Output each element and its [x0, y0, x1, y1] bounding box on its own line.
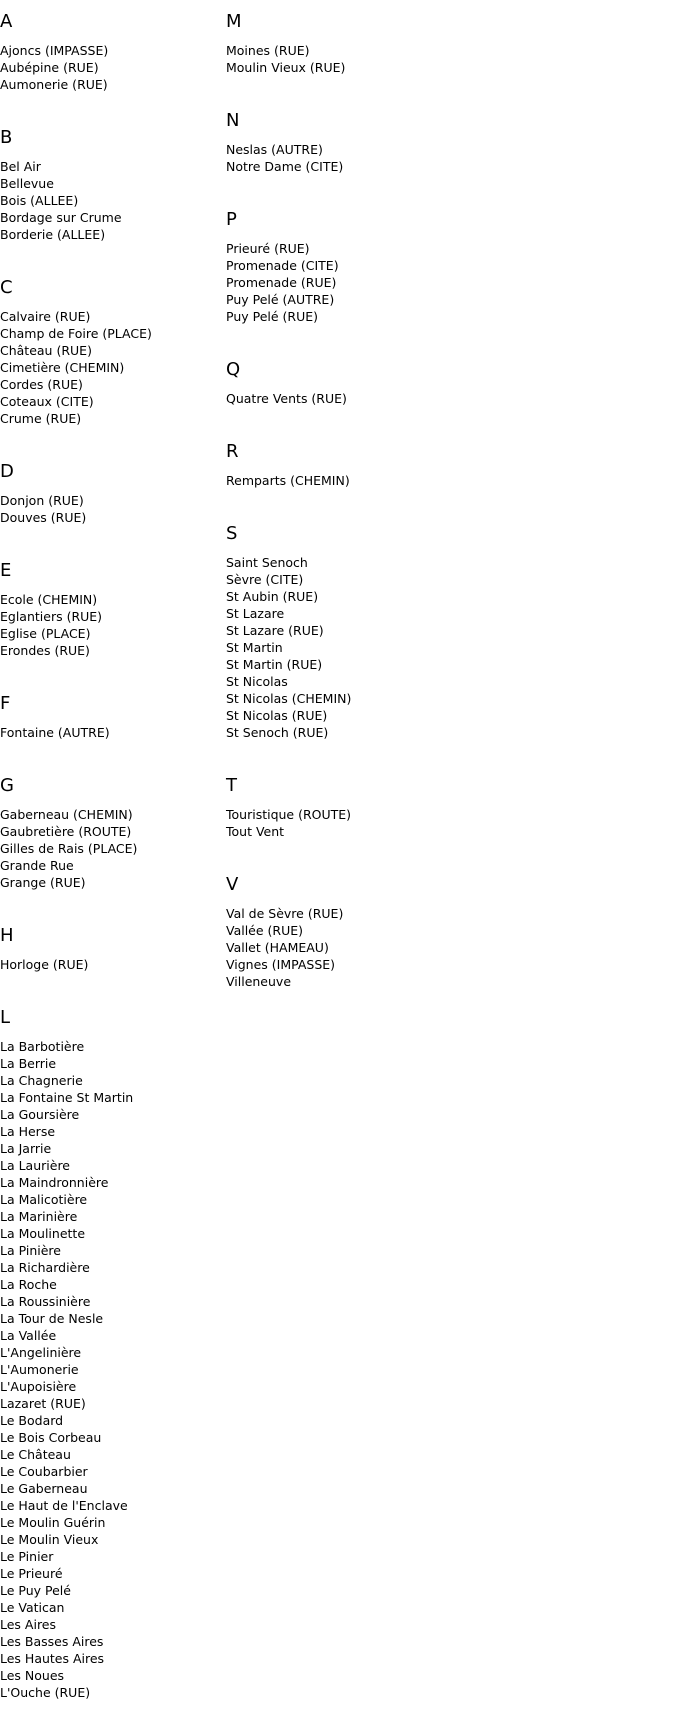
street-name: La Laurière: [0, 1158, 71, 1173]
letter-group-q: [226, 348, 486, 430]
street-name: Fontaine (AUTRE): [0, 725, 110, 740]
street-name: St Martin (RUE): [226, 657, 323, 672]
street-name: Grande Rue: [0, 858, 74, 873]
street-name: Les Noues: [0, 1668, 65, 1683]
street-name: Grange (RUE): [0, 875, 86, 890]
street-name: Les Basses Aires: [0, 1634, 104, 1649]
letter-heading: B: [0, 127, 13, 148]
street-name: La Pinière: [0, 1243, 61, 1258]
street-name: Les Aires: [0, 1617, 57, 1632]
street-name: Puy Pelé (AUTRE): [226, 292, 335, 307]
letter-group-m: [226, 0, 486, 99]
street-name: La Marinière: [0, 1209, 78, 1224]
street-name: La Chagnerie: [0, 1073, 83, 1088]
letter-heading: C: [0, 277, 13, 298]
street-name: Le Haut de l'Enclave: [0, 1498, 128, 1513]
street-name: Les Hautes Aires: [0, 1651, 105, 1666]
street-name: Le Moulin Vieux: [0, 1532, 99, 1547]
street-name: Moines (RUE): [226, 43, 310, 58]
letter-heading: E: [0, 560, 12, 581]
street-name: Sèvre (CITE): [226, 572, 304, 587]
street-name: Le Prieuré: [0, 1566, 63, 1581]
street-name: Erondes (RUE): [0, 643, 90, 658]
street-name: Villeneuve: [226, 974, 292, 989]
street-name: Promenade (CITE): [226, 258, 339, 273]
street-name: St Martin: [226, 640, 283, 655]
street-name: Calvaire (RUE): [0, 309, 91, 324]
street-name: Vignes (IMPASSE): [226, 957, 336, 972]
street-name: Coteaux (CITE): [0, 394, 94, 409]
letter-heading: D: [0, 461, 14, 482]
letter-heading: H: [0, 925, 14, 946]
letter-heading: N: [226, 110, 240, 131]
street-name: L'Angelinière: [0, 1345, 82, 1360]
letter-heading: S: [226, 523, 238, 544]
letter-group-r: [226, 430, 486, 512]
street-name: La Malicotière: [0, 1192, 88, 1207]
letter-group-p: [226, 198, 486, 348]
street-name: Ajoncs (IMPASSE): [0, 43, 109, 58]
street-name: Saint Senoch: [226, 555, 308, 570]
street-name: La Herse: [0, 1124, 56, 1139]
street-name: Aubépine (RUE): [0, 60, 99, 75]
street-name: La Moulinette: [0, 1226, 86, 1241]
street-name: St Nicolas (CHEMIN): [226, 691, 352, 706]
letter-group-s: [226, 512, 486, 764]
street-name: La Tour de Nesle: [0, 1311, 104, 1326]
street-name: Borderie (ALLEE): [0, 227, 106, 242]
street-name: Vallée (RUE): [226, 923, 304, 938]
street-name: La Maindronnière: [0, 1175, 109, 1190]
street-name: La Jarrie: [0, 1141, 52, 1156]
street-name: Cordes (RUE): [0, 377, 83, 392]
letter-heading: L: [0, 1007, 11, 1028]
street-name: Le Puy Pelé: [0, 1583, 71, 1598]
street-name: Ecole (CHEMIN): [0, 592, 98, 607]
street-name: Tout Vent: [226, 824, 285, 839]
letter-heading: V: [226, 874, 239, 895]
letter-group-b: [0, 116, 225, 266]
street-name: Bel Air: [0, 159, 41, 174]
street-name: Le Pinier: [0, 1549, 54, 1564]
street-name: Aumonerie (RUE): [0, 77, 108, 92]
street-name: La Roche: [0, 1277, 57, 1292]
street-name: Bellevue: [0, 176, 54, 191]
street-name: Le Bodard: [0, 1413, 64, 1428]
street-name: Eglise (PLACE): [0, 626, 91, 641]
street-name: Val de Sèvre (RUE): [226, 906, 344, 921]
street-name: Puy Pelé (RUE): [226, 309, 319, 324]
letter-group-d: [0, 450, 225, 549]
street-name: La Roussinière: [0, 1294, 91, 1309]
street-name: Crume (RUE): [0, 411, 82, 426]
street-name: Horloge (RUE): [0, 957, 89, 972]
street-name: Gaubretière (ROUTE): [0, 824, 132, 839]
letter-group-a: [0, 0, 225, 116]
street-name: L'Aumonerie: [0, 1362, 79, 1377]
street-name: Le Château: [0, 1447, 71, 1462]
street-name: Moulin Vieux (RUE): [226, 60, 346, 75]
street-index-right-column: [226, 0, 486, 1013]
street-name: Le Moulin Guérin: [0, 1515, 106, 1530]
street-name: Le Coubarbier: [0, 1464, 88, 1479]
street-name: Le Vatican: [0, 1600, 65, 1615]
street-name: Le Bois Corbeau: [0, 1430, 102, 1445]
letter-heading: G: [0, 775, 14, 796]
street-name: St Lazare: [226, 606, 285, 621]
street-name: St Nicolas (RUE): [226, 708, 328, 723]
letter-group-n: [226, 99, 486, 198]
letter-group-c: [0, 266, 225, 450]
street-name: Bois (ALLEE): [0, 193, 79, 208]
street-name: Prieuré (RUE): [226, 241, 310, 256]
street-name: St Nicolas: [226, 674, 288, 689]
street-name: La Goursière: [0, 1107, 80, 1122]
street-index-left-column: [0, 0, 225, 1724]
street-name: Gaberneau (CHEMIN): [0, 807, 133, 822]
letter-heading: R: [226, 441, 239, 462]
letter-group-g: [0, 764, 225, 914]
letter-group-l: [0, 996, 225, 1724]
letter-group-f: [0, 682, 225, 764]
street-name: Promenade (RUE): [226, 275, 337, 290]
street-name: Cimetière (CHEMIN): [0, 360, 125, 375]
street-name: St Lazare (RUE): [226, 623, 324, 638]
street-name: La Fontaine St Martin: [0, 1090, 134, 1105]
street-name: La Berrie: [0, 1056, 57, 1071]
letter-group-t: [226, 764, 486, 863]
street-name: Château (RUE): [0, 343, 92, 358]
letter-heading: Q: [226, 359, 241, 380]
letter-heading: M: [226, 11, 242, 32]
street-name: La Vallée: [0, 1328, 57, 1343]
street-name: Remparts (CHEMIN): [226, 473, 350, 488]
street-name: St Senoch (RUE): [226, 725, 329, 740]
street-name: Champ de Foire (PLACE): [0, 326, 152, 341]
letter-group-e: [0, 549, 225, 682]
street-name: Lazaret (RUE): [0, 1396, 86, 1411]
street-name: L'Ouche (RUE): [0, 1685, 91, 1700]
street-name: Quatre Vents (RUE): [226, 391, 347, 406]
street-name: Neslas (AUTRE): [226, 142, 323, 157]
letter-heading: T: [226, 775, 237, 796]
street-name: Donjon (RUE): [0, 493, 84, 508]
letter-heading: P: [226, 209, 237, 230]
street-name: La Richardière: [0, 1260, 90, 1275]
street-name: St Aubin (RUE): [226, 589, 319, 604]
letter-group-v: [226, 863, 486, 1013]
street-name: Eglantiers (RUE): [0, 609, 103, 624]
letter-heading: A: [0, 11, 13, 32]
street-name: La Barbotière: [0, 1039, 85, 1054]
letter-heading: F: [0, 693, 11, 714]
street-name: Douves (RUE): [0, 510, 87, 525]
street-name: Vallet (HAMEAU): [226, 940, 329, 955]
street-name: Gilles de Rais (PLACE): [0, 841, 138, 856]
street-name: Touristique (ROUTE): [226, 807, 352, 822]
street-name: Le Gaberneau: [0, 1481, 88, 1496]
letter-group-h: [0, 914, 225, 996]
street-name: Bordage sur Crume: [0, 210, 122, 225]
street-name: Notre Dame (CITE): [226, 159, 344, 174]
street-name: L'Aupoisière: [0, 1379, 77, 1394]
